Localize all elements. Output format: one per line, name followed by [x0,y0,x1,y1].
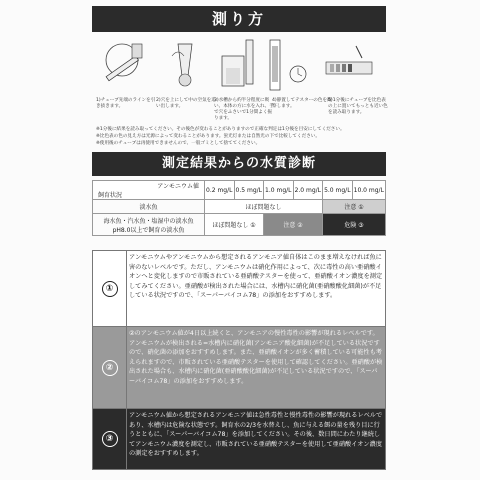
step-3-illustration [214,36,266,94]
row-marine-caution: 注意 ② [264,214,323,236]
section-title-diagnosis: 測定結果からの水質診断 [92,152,386,176]
note-3: ※使用後のチューブは再使用できませんので、一般ゴミとして捨ててください。 [96,141,261,146]
section-title-how-to-measure: 測り方 [92,6,386,32]
row-freshwater-ok: ほぼ問題なし [205,200,323,214]
step-2-illustration [158,36,210,94]
diagnosis-row-2 [93,327,385,409]
col-0: 0.2 mg/L [205,181,235,200]
step-5-illustration [322,36,374,94]
ammonium-reference-table [92,180,386,236]
col-4: 5.0 mg/L [323,181,353,200]
note-2: ※比色表の色の見え方は光源によって変わることがあります。蛍光灯または自然光の下で比較してください。 [96,134,320,139]
step-2-caption: 2)穴を上にして中の空気を追い出します。 [156,98,216,109]
note-1: ※1分後に結果を読み取ってください。その後色が変わることがありますので正確な判定は1分後を目安にしてください。 [96,127,345,132]
step-1-illustration [98,36,150,94]
diagnosis-text-2: ②のアンモニウム値が4日以上続くと、アンモニアの慢性毒性の影響が現れるレベルです。アンモニウムが検出される=水槽内に硝化菌(アンモニア酸化細菌)が不足している状況ですので、硝化菌の添加をおすすめします。また、亜硝酸イオンが多く蓄積している可能性も考えられますので、市販されている亜硝酸テスターを使用して確認してください。亜硝酸が検出された場合も、水槽内に硝化菌(亜硝酸酸化細菌)が不足している状況ですので、「スーパーバイコム78」の添加をおすすめします。 [129,330,383,385]
step-captions [96,98,386,122]
diagnosis-row-1 [93,251,385,327]
step-5-caption: 5)1分後にチューブを比色表の上に置いてもっとも近い色を読み取ります。 [328,98,388,115]
step-illustrations [96,36,386,96]
col-1: 0.5 mg/L [234,181,264,200]
notes [96,126,386,147]
col-3: 2.0 mg/L [293,181,323,200]
row-freshwater-label: 淡水魚 [93,200,205,214]
table-row-header: 飼育状況 [98,192,123,199]
diagnosis-row-3 [93,409,385,469]
step-4-illustration [266,36,318,94]
diagnosis-number-3: ③ [93,409,127,469]
step-1-caption: 1)チューブ先端のラインを引き抜きます。 [96,98,156,109]
diagnosis-table [92,250,386,470]
row-marine-label: 海水魚・汽水魚・塩湿中の淡水魚 pH8.0以上で飼育の淡水魚 [93,214,205,236]
step-4-caption: 4)静置してテスターの色を観察します。 [272,98,332,109]
col-5: 10.0 mg/L [352,181,385,200]
diagnosis-number-1: ① [93,251,127,326]
diagnosis-text-1: アンモニウムやアンモニウムから想定されるアンモニア値自体はこのまま増えなければ魚に害のないレベルです。ただし、アンモニウムは硝化作用によって、次に毒性の高い亜硝酸イオンへと変化しますので市販されている亜硝酸テスターを使って、亜硝酸イオン濃度を測定してみてください。亜硝酸が検出された場合には、水槽内に硝化菌(亜硝酸酸化細菌)が不足している状況ですので、「スーパーバイコム78」の添加をおすすめします。 [129,254,383,300]
step-3-caption: 3)水槽から約半分程度に吸い、本体の方に水を入れ、手で穴をふさいで1分間よく振ります。 [214,98,274,121]
table-header-label: アンモニウム値 [157,183,199,190]
row-marine-ok: ほぼ問題なし ① [205,214,264,236]
row-freshwater-caution: 注意 ① [323,200,386,214]
table-corner [93,181,205,200]
diagnosis-number-2: ② [93,327,127,408]
row-marine-danger: 危険 ③ [323,214,386,236]
diagnosis-text-3: アンモニウム値から想定されるアンモニア値は急性毒性と慢性毒性の影響が現れるレベルであり、水槽内は危険な状態です。飼育水の2/3を水替えし、魚に与える餌の量を残り目に行うとともに、「スーパーバイコム78」を添加してください。その後、数日間にわたり継続してアンモニウム濃度を測定し、市販されている亜硝酸テスターを使用して亜硝酸イオン濃度の測定をおすすめします。 [129,412,383,458]
col-2: 1.0 mg/L [264,181,294,200]
